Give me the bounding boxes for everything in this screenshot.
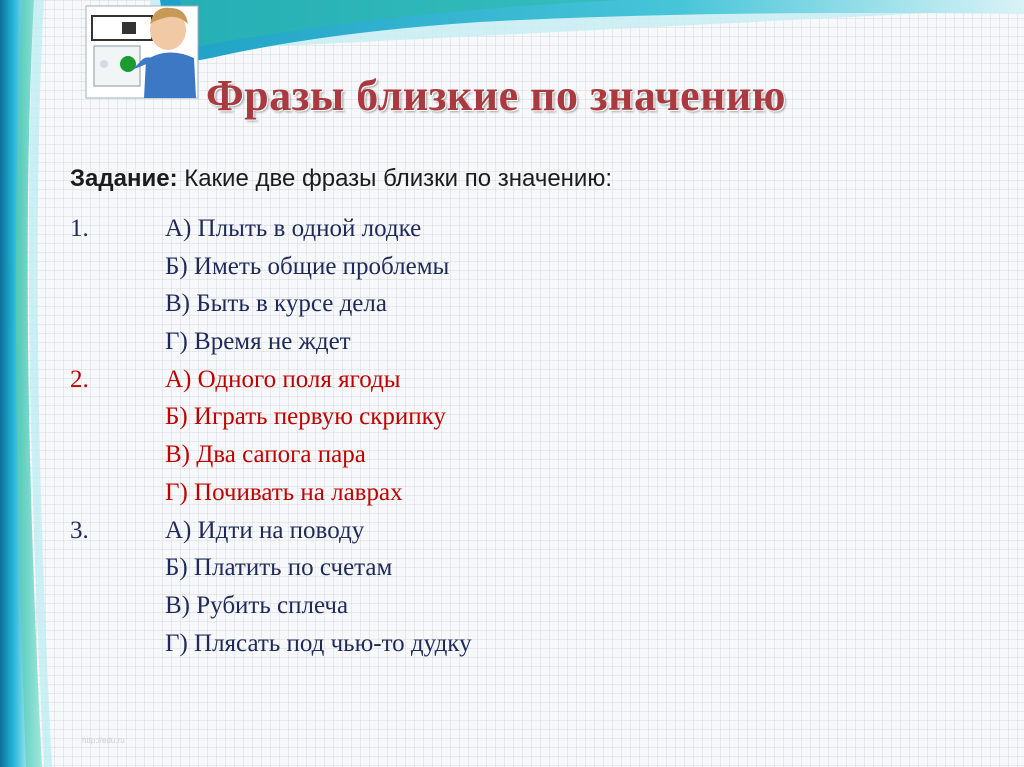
group-number: 1. bbox=[70, 215, 89, 242]
option-text: Г) Время не ждет bbox=[165, 328, 351, 356]
option-text: А) Идти на поводу bbox=[165, 516, 365, 544]
option-text: Г) Плясать под чью-то дудку bbox=[165, 629, 472, 657]
option-text: В) Два сапога пара bbox=[165, 441, 366, 469]
task-text: Какие две фразы близки по значению: bbox=[177, 165, 612, 192]
task-label: Задание: bbox=[70, 165, 178, 192]
option-text: А) Одного поля ягоды bbox=[165, 365, 401, 393]
task-instruction bbox=[70, 165, 612, 193]
option-text: Г) Почивать на лаврах bbox=[165, 478, 403, 506]
option-text: Б) Иметь общие проблемы bbox=[165, 252, 450, 280]
option-text: А) Плыть в одной лодке bbox=[165, 215, 422, 242]
slide-title: Фразы близкие по значению bbox=[206, 71, 786, 120]
group-number: 3. bbox=[70, 516, 89, 544]
group-number: 2. bbox=[70, 365, 89, 393]
option-text: В) Быть в курсе дела bbox=[165, 290, 387, 318]
option-text: В) Рубить сплеча bbox=[165, 591, 349, 619]
watermark: http://edu.ru bbox=[82, 736, 125, 745]
option-text: Б) Платить по счетам bbox=[165, 554, 393, 582]
option-text: Б) Играть первую скрипку bbox=[165, 403, 446, 431]
